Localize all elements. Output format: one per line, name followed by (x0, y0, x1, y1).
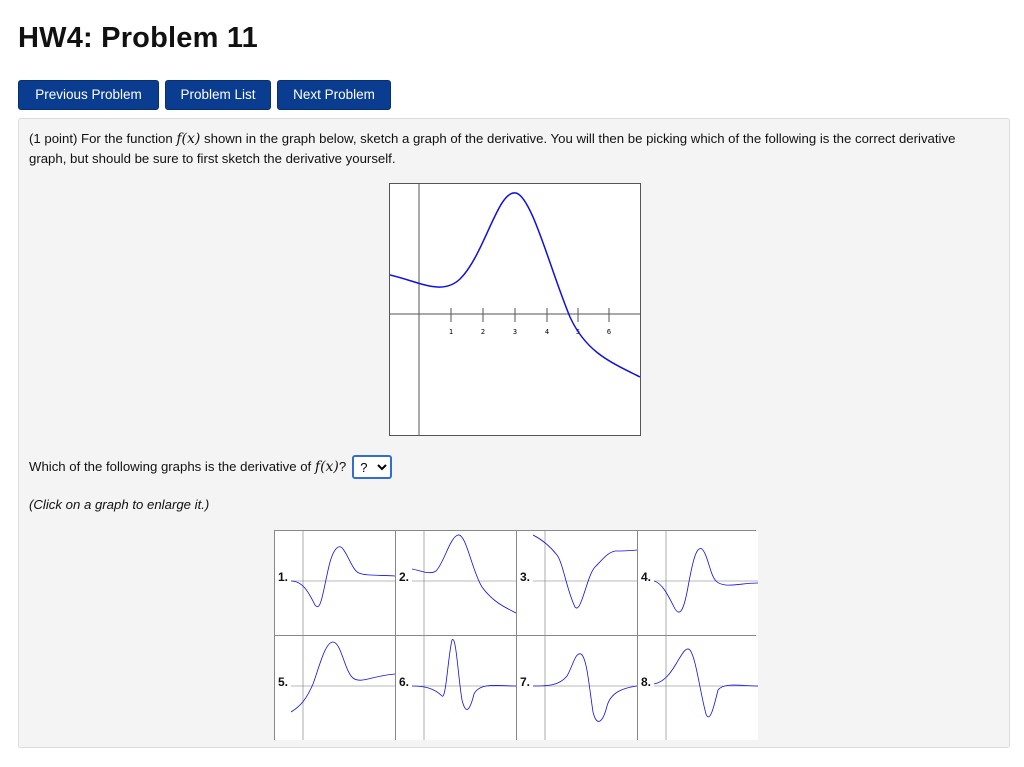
problem-navigation (18, 80, 391, 110)
problem-body (18, 118, 1010, 748)
enlarge-hint: (Click on a graph to enlarge it.) (29, 497, 210, 512)
answer-question (29, 455, 392, 479)
choice-graph-8[interactable] (638, 636, 758, 740)
question-suffix: ? (338, 459, 347, 474)
problem-statement (29, 129, 994, 169)
page-title: HW4: Problem 11 (18, 22, 258, 54)
x-tick-label-3: 3 (512, 328, 518, 336)
function-graph (389, 183, 641, 436)
choice-label: 3. (520, 570, 531, 584)
x-tick-label-4: 4 (544, 328, 550, 336)
x-tick-label-1: 1 (448, 328, 454, 336)
choice-label: 1. (278, 570, 289, 584)
statement-prefix: (1 point) For the function (29, 131, 177, 146)
choice-label: 6. (399, 675, 410, 689)
choice-graph-1[interactable] (275, 531, 395, 635)
choice-label: 4. (641, 570, 652, 584)
problem-list-button[interactable]: Problem List (165, 80, 271, 110)
x-axis-ticks (451, 308, 609, 322)
answer-dropdown[interactable] (352, 455, 392, 479)
choice-graph-7[interactable] (517, 636, 637, 740)
choice-graph-image (291, 531, 395, 635)
next-problem-button[interactable]: Next Problem (277, 80, 391, 110)
choice-label: 5. (278, 675, 289, 689)
x-tick-label-5: 5 (575, 328, 581, 336)
x-tick-label-6: 6 (606, 328, 612, 336)
choice-graph-2[interactable] (396, 531, 516, 635)
x-tick-label-2: 2 (480, 328, 486, 336)
choice-graph-image (533, 531, 637, 635)
choice-graph-image (291, 636, 395, 740)
choice-graph-3[interactable] (517, 531, 637, 635)
statement-suffix: shown in the graph below, sketch a graph of the derivative. You will then be picking which of the following is the correct derivative graph, but should be sure to first sketch the derivative yourself. (29, 131, 956, 166)
choice-graph-5[interactable] (275, 636, 395, 740)
choice-graph-grid (274, 530, 756, 740)
question-text (29, 456, 346, 478)
choice-graph-image (654, 636, 758, 740)
choice-graph-image (412, 531, 516, 635)
choice-graph-image (412, 636, 516, 740)
choice-label: 2. (399, 570, 410, 584)
choice-graph-image (654, 531, 758, 635)
choice-label: 8. (641, 675, 652, 689)
choice-graph-image (533, 636, 637, 740)
function-curve (390, 193, 640, 377)
question-function-notation: f(x) (314, 459, 339, 475)
choice-graph-4[interactable] (638, 531, 758, 635)
choice-graph-6[interactable] (396, 636, 516, 740)
choice-label: 7. (520, 675, 531, 689)
previous-problem-button[interactable]: Previous Problem (18, 80, 159, 110)
function-graph-svg (390, 184, 640, 435)
function-notation: f(x) (176, 131, 201, 147)
question-prefix: Which of the following graphs is the derivative of (29, 459, 315, 474)
